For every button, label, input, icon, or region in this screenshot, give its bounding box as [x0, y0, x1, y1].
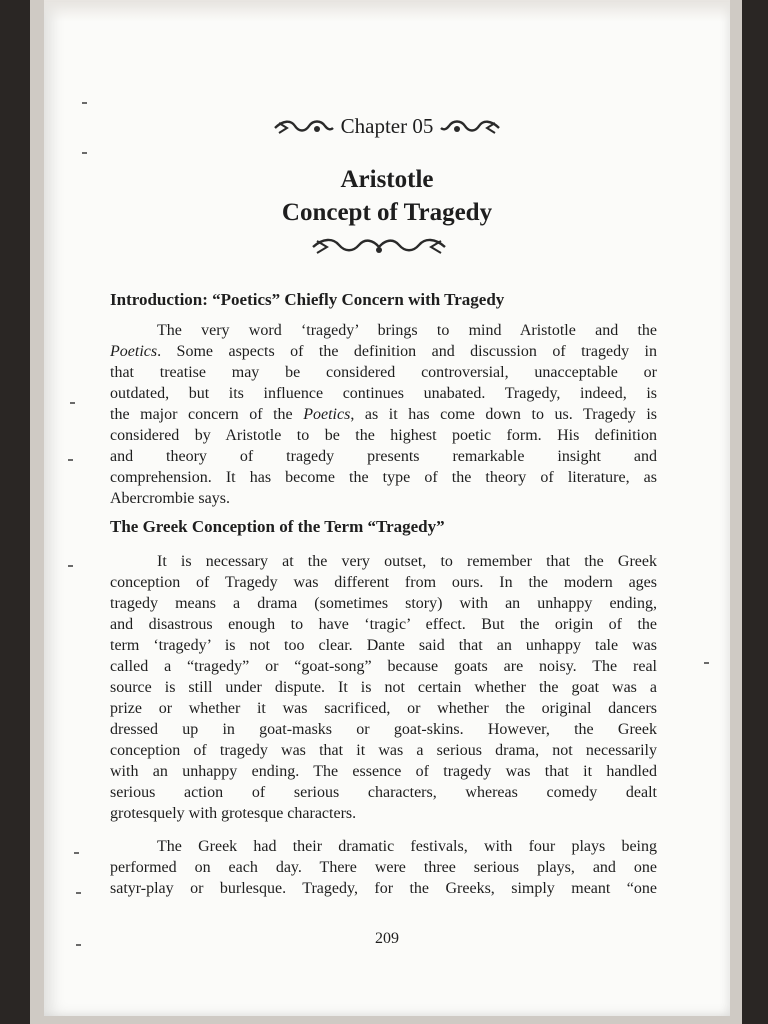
- margin-mark: [74, 852, 79, 854]
- margin-mark: [82, 152, 87, 154]
- section-heading-greek-conception: The Greek Conception of the Term “Tragedy”: [110, 517, 445, 536]
- page-top-shade: [44, 0, 730, 22]
- text-line: satyr-play or burlesque. Tragedy, for the Greeks, simply meant “one: [110, 880, 657, 897]
- title-divider-ornament-icon: [309, 238, 449, 256]
- text-line: with an unhappy ending. The essence of tragedy was that it handled: [110, 763, 657, 780]
- text-line: called a “tragedy” or “goat-song” because goats are noisy. The real: [110, 658, 657, 675]
- ornament-right-icon: [439, 120, 501, 136]
- chapter-title-line-1: Aristotle: [340, 166, 434, 193]
- text-line: the major concern of the Poetics, as it has come down to us. Tragedy is: [110, 406, 658, 423]
- text-line: conception of Tragedy was different from ours. In the modern ages: [110, 574, 657, 591]
- text-line: conception of tragedy was that it was a serious drama, not necessarily: [110, 742, 657, 759]
- text-line: term ‘tragedy’ is not too clear. Dante said that an unhappy tale was: [110, 637, 657, 654]
- text-line: tragedy means a drama (sometimes story) with an unhappy ending,: [110, 595, 657, 612]
- section-heading-introduction: Introduction: “Poetics” Chiefly Concern with Tragedy: [110, 290, 505, 309]
- page-number: 209: [375, 930, 399, 947]
- text-line: dressed up in goat-masks or goat-skins. However, the Greek: [110, 721, 657, 738]
- margin-mark: [70, 402, 75, 404]
- text-line: Poetics. Some aspects of the definition and discussion of tragedy in: [110, 343, 657, 360]
- text-line: It is necessary at the very outset, to remember that the Greek: [157, 553, 657, 570]
- text-line: performed on each day. There were three serious plays, and one: [110, 859, 657, 876]
- margin-mark: [82, 102, 87, 104]
- ornament-left-icon: [273, 120, 335, 136]
- margin-mark: [704, 662, 709, 664]
- chapter-heading: [44, 114, 730, 139]
- margin-mark: [68, 565, 73, 567]
- paragraph-introduction: [110, 320, 657, 509]
- text-line: grotesquely with grotesque characters.: [110, 805, 357, 822]
- paragraph-greek-festivals: [110, 836, 657, 899]
- text-line: considered by Aristotle to be the highest poetic form. His definition: [110, 427, 657, 444]
- text-line: The Greek had their dramatic festivals, with four plays being: [157, 838, 657, 855]
- text-line: that treatise may be considered controversial, unacceptable or: [110, 364, 657, 381]
- text-line: serious action of serious characters, whereas comedy dealt: [110, 784, 657, 801]
- paragraph-greek-conception: [110, 551, 657, 824]
- text-line: source is still under dispute. It is not certain whether the goat was a: [110, 679, 657, 696]
- text-line: comprehension. It has become the type of the theory of literature, as: [110, 469, 657, 486]
- chapter-label: Chapter 05: [340, 114, 434, 138]
- text-line: The very word ‘tragedy’ brings to mind Aristotle and the: [157, 322, 657, 339]
- margin-mark: [68, 459, 73, 461]
- text-line: Abercrombie says.: [110, 490, 230, 507]
- book-page: [44, 2, 730, 1016]
- text-line: outdated, but its influence continues unabated. Tragedy, indeed, is: [110, 385, 657, 402]
- text-line: and disastrous enough to have ‘tragic’ effect. But the origin of the: [110, 616, 657, 633]
- chapter-title-line-2: Concept of Tragedy: [281, 199, 493, 226]
- text-line: prize or whether it was sacrificed, or whether the original dancers: [110, 700, 657, 717]
- margin-mark: [76, 892, 81, 894]
- text-line: and theory of tragedy presents remarkable insight and: [110, 448, 657, 465]
